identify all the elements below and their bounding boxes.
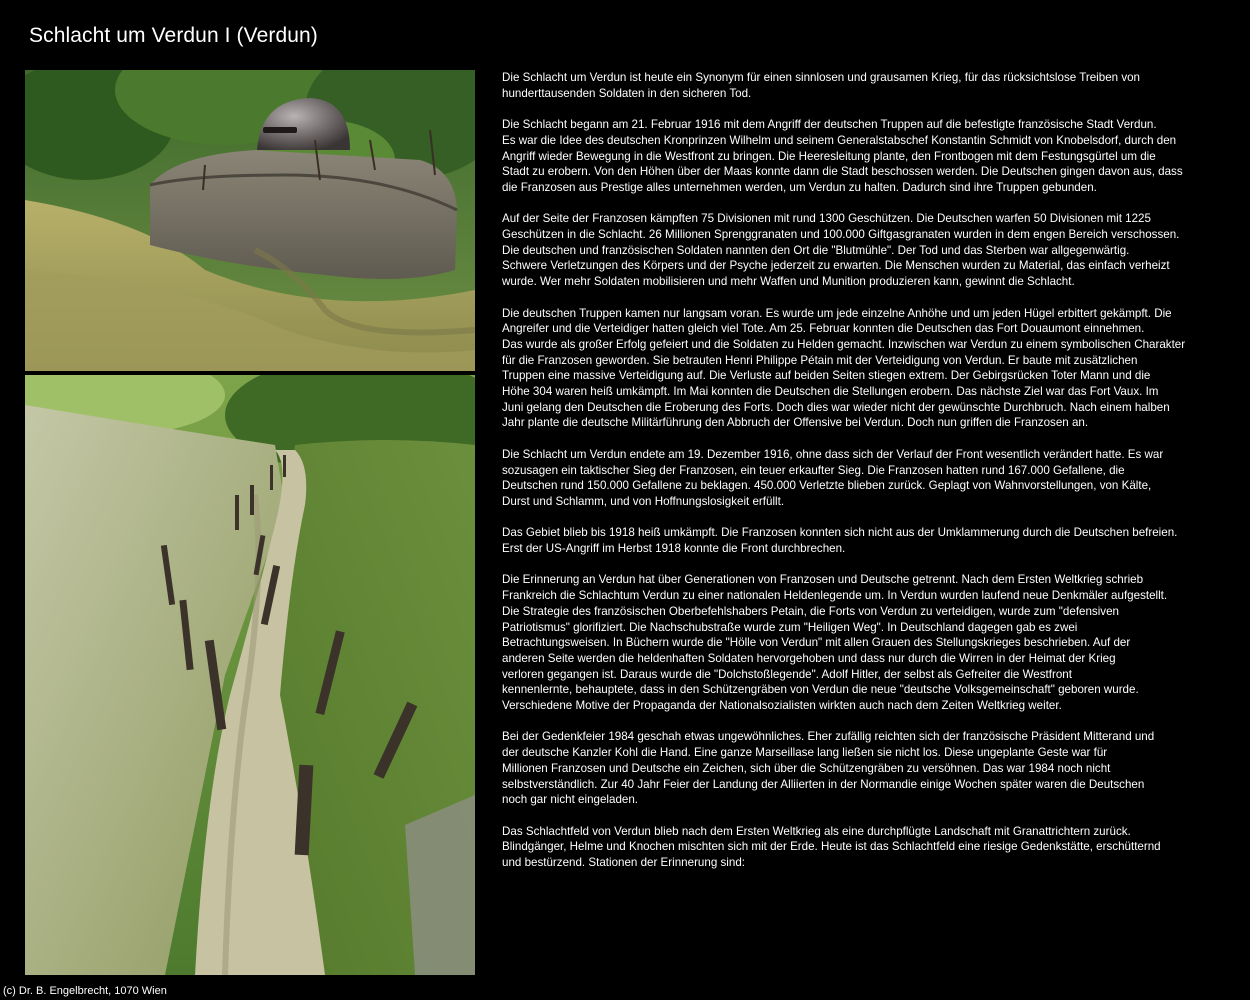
article-text — [502, 70, 1220, 886]
paragraph: Auf der Seite der Franzosen kämpften 75 Divisionen mit rund 1300 Geschützen. Die Deutschen warfen 50 Divisionen mit 1225 Geschützen in die Schlacht. 26 Millionen Sprenggranaten und 100.000 Giftgasgranaten wurden in dem engen Bereich verschossen. Die deutschen und französischen Soldaten nannten den Ort die "Blutmühle". Der Tod und das Sterben war allgegenwärtig. Schwere Verletzungen des Körpers und der Psyche jederzeit zu erwarten. Die Menschen wurden zu Material, das einfach verheizt wurde. Wer mehr Soldaten mobilisieren und mehr Waffen und Munition produzieren kann, gewinnt die Schlacht. — [502, 212, 1180, 289]
paragraph: Die Erinnerung an Verdun hat über Generationen von Franzosen und Deutsche getrennt. Nach dem Ersten Weltkrieg schrieb Frankreich die Schlachtum Verdun zu einer nationalen Heldenlegende um. In Verdun wurden laufend neue Denkmäler aufgestellt. Die Strategie des französischen Oberbefehlshabers Petain, die Forts von Verdun zu verteidigen, wurde zum "defensiven Patriotismus" glorifiziert. Die Nachschubstraße wurde zum "Heiligen Weg". In Deutschland dagegen gab es zwei Betrachtungsweisen. In Büchern wurde die "Hölle von Verdun" mit allen Grauen des Stellungskrieges beschrieben. Auf der anderen Seite werden die heldenhaften Soldaten hervorgehoben und dass nur durch die Wirren in der Heimat der Krieg verloren gegangen ist. Daraus wurde die "Dolchstoßlegende". Adolf Hitler, der selbst als Gefreiter die Westfront kennenlernte, behauptete, dass in den Schützengräben von Verdun die neue "deutsche Volksgemeinschaft" geboren wurde. Verschiedene Motive der Propaganda der Nationalsozialisten wirkten auch nach dem Zeiten Weltkrieg weiter. — [502, 573, 1168, 713]
paragraph: Bei der Gedenkfeier 1984 geschah etwas ungewöhnliches. Eher zufällig reichten sich der französische Präsident Mitterand und der deutsche Kanzler Kohl die Hand. Eine ganze Marseillase lang ließen sie nicht los. Diese ungeplante Geste war für Millionen Franzosen und Deutsche ein Zeichen, sich über die Schützengräben zu versöhnen. Das war 1984 noch nicht selbstverständlich. Zur 40 Jahr Feier der Landung der Alliierten in der Normandie einige Wochen später waren die Deutschen noch gar nicht eingeladen. — [502, 730, 1155, 807]
bunker-photo — [25, 70, 475, 371]
copyright-footer: (c) Dr. B. Engelbrecht, 1070 Wien — [3, 985, 167, 997]
paragraph: Das Schlachtfeld von Verdun blieb nach dem Ersten Weltkrieg als eine durchpflügte Landschaft mit Granattrichtern zurück. Blindgänger, Helme und Knochen mischten sich mit der Erde. Heute ist das Schlachtfeld eine riesige Gedenkstätte, erschütternd und bestürzend. Stationen der Erinnerung sind: — [502, 824, 1161, 870]
paragraph: Das Gebiet blieb bis 1918 heiß umkämpft. Die Franzosen konnten sich nicht aus der Umklammerung durch die Deutschen befreien. Erst der US-Angriff im Herbst 1918 konnte die Front durchbrechen. — [502, 526, 1178, 556]
paragraph: Die Schlacht um Verdun ist heute ein Synonym für einen sinnlosen und grausamen Krieg, für das rücksichtslose Treiben von hunderttausenden Soldaten in den sicheren Tod. — [502, 71, 1141, 100]
paragraph: Die Schlacht begann am 21. Februar 1916 mit dem Angriff der deutschen Truppen auf die befestigte französische Stadt Verdun. Es war die Idee des deutschen Kronprinzen Wilhelm und seinem Generalstabschef Konstantin Schmidt von Knobelsdorf, durch den Angriff wieder Bewegung in die Westfront zu bringen. Die Heeresleitung plante, den Frontbogen mit dem Festungsgürtel um die Stadt zu erobern. Von den Höhen über der Maas konnte dann die Stadt beschossen werden. Die Deutschen gingen davon aus, dass die Franzosen aus Prestige alles unternehmen werden, um Verdun zu halten. Dadurch sind ihre Truppen gebunden. — [502, 118, 1183, 194]
paragraph: Die Schlacht um Verdun endete am 19. Dezember 1916, ohne dass sich der Verlauf der Front wesentlich verändert hatte. Es war sozusagen ein taktischer Sieg der Franzosen, ein teuer erkaufter Sieg. Die Franzosen hatten rund 167.000 Gefallene, die Deutschen rund 150.000 Gefallene zu beklagen. 450.000 Verletzte blieben zurück. Geplagt von Wahnvorstellungen, von Kälte, Durst und Schlamm, und von Hoffnungslosigkeit erfüllt. — [502, 447, 1164, 508]
paragraph: Die deutschen Truppen kamen nur langsam voran. Es wurde um jede einzelne Anhöhe und um jeden Hügel erbittert gekämpft. Die Angreifer und die Verteidiger hatten gleich viel Tote. Am 25. Februar konnten die Deutschen das Fort Douaumont einnehmen. Das wurde als großer Erfolg gefeiert und die Soldaten zu Helden gemacht. Inzwischen war Verdun zu einem symbolischen Charakter für die Franzosen geworden. Sie betrauten Henri Philippe Pétain mit der Verteidigung von Verdun. Er baute mit zusätzlichen Truppen eine massive Verteidigung auf. Die Verluste auf beiden Seiten stiegen extrem. Der Gebirgsrücken Toter Mann und die Höhe 304 waren heiß umkämpft. Im Mai konnten die Deutschen die Stellungen erobern. Das nächste Ziel war das Fort Vaux. Im Juni gelang den Deutschen die Eroberung des Forts. Doch dies war wieder nicht der gewünschte Durchbruch. Nach einem halben Jahr plante die deutsche Militärführung den Abbruch der Offensive bei Verdun. Doch nun griffen die Franzosen an. — [502, 306, 1186, 430]
trench-photo — [25, 375, 475, 975]
page-title: Schlacht um Verdun I (Verdun) — [29, 24, 318, 47]
